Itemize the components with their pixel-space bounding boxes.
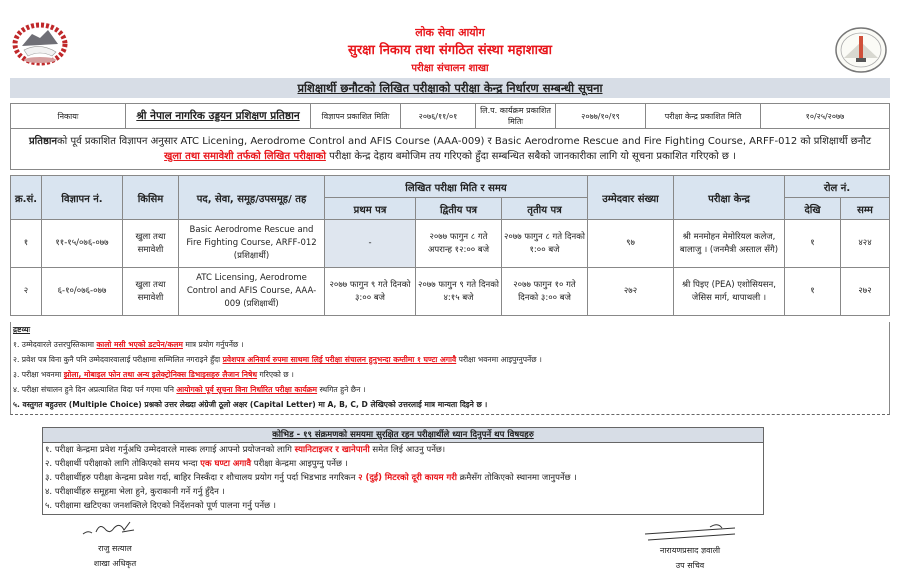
th-candidates: उम्मेदवार संख्या (588, 176, 674, 220)
cell-second: २०७७ फागुन ९ गते दिनको ४:१५ बजे (416, 268, 502, 316)
covid-highlight: स्यानिटाइजर र खानेपानी (294, 445, 370, 455)
intro-bold: प्रतिष्ठान (28, 136, 57, 147)
note-text: ४. परीक्षा संचालन हुने दिन अप्रत्याशित विदा पर्न गएमा पनि (13, 385, 177, 394)
intro-red: खुला तथा समावेशी तर्फको लिखित परीक्षाको (164, 151, 326, 162)
notes-title: द्रष्टव्यः (13, 325, 31, 334)
notice-title-bar (10, 78, 890, 98)
prog-date-label: लि.प. कार्यक्रम प्रकाशित मितिः (476, 104, 556, 129)
cell-ad-no: ११-१५/०७६-०७७ (42, 220, 123, 268)
cell-to: २७२ (841, 268, 890, 316)
covid-text: समेत लिई आउनु पर्नेछ। (369, 445, 446, 455)
covid-highlight: २ (दुई) मिटरको दूरी कायम गरी (358, 473, 457, 483)
intro-text-b: परीक्षा केन्द्र देहाय बमोजिम तय गरिएको हुँदा सम्बन्धित सबैको जानकारीका लागि यो सूचना प्रकाशित गरिएको छ । (325, 151, 736, 162)
cell-third: २०७७ फागुन ८ गते दिनको १:०० बजे (502, 220, 588, 268)
covid-item-3 (43, 471, 763, 485)
note-text: स्थगित हुने छैन । (317, 385, 366, 394)
cell-type: खुला तथा समावेशी (123, 220, 179, 268)
org-label: निकायः (11, 104, 126, 129)
th-post: पद, सेवा, समूह/उपसमूह/ तह (179, 176, 325, 220)
intro-paragraph (11, 129, 890, 170)
th-to: सम्म (841, 198, 890, 220)
covid-item-5: ५. परीक्षामा खटिएका जनशक्तिले दिएको निर्देशनको पूर्ण पालना गर्नु पर्नेछ । (45, 501, 276, 511)
th-sn: क्र.सं. (11, 176, 42, 220)
note-text: गरिएको छ । (257, 370, 294, 379)
covid-text: २. परीक्षार्थी परीक्षाको लागि तोकिएको समय भन्दा (45, 459, 201, 469)
org-value: श्री नेपाल नागरिक उड्डयन प्रशिक्षण प्रतिष्ठान (126, 104, 311, 129)
right-signatory-name: नारायणप्रसाद ज्ञवाली (659, 546, 721, 555)
th-from: देखि (785, 198, 841, 220)
table-row (11, 268, 890, 316)
cell-sn: १ (11, 220, 42, 268)
cell-post: Basic Aerodrome Rescue and Fire Fighting Course, ARFF-012 (प्रशिक्षार्थी) (179, 220, 325, 268)
th-first: प्रथम पत्र (325, 198, 416, 220)
covid-highlight: एक घण्टा अगावै (200, 459, 252, 469)
covid-text: ३. परीक्षार्थीहरु परीक्षा केन्द्रमा प्रवेश गर्दा, बाहिर निस्कँदा र शौचालय प्रयोग गर्नु पर्दा भिडभाड नगरिकन (45, 473, 359, 483)
covid-title: कोभिड - १९ संक्रमणको समयमा सुरक्षित रहन परीक्षार्थीले ध्यान दिनुपर्ने थप विषयहरु (272, 430, 534, 440)
note-text: परीक्षा भवनमा आइपुग्नुपर्नेछ । (456, 355, 542, 364)
cell-sn: २ (11, 268, 42, 316)
signature-right-icon (640, 522, 740, 544)
note-2 (11, 352, 889, 367)
note-5: ५. वस्तुगत बहुउत्तर (Multiple Choice) प्रश्नको उत्तर लेख्दा अंग्रेजी ठूलो अक्षर (Capital Letter) मा A, B, C, D लेखिएको उत्तरलाई मात्र मान्यता दिइने छ । (13, 400, 488, 409)
covid-item-4: ४. परीक्षार्थीहरु समूहमा भेला हुने, कुराकानी गर्ने गर्नु हुँदैन । (45, 487, 225, 497)
left-signatory-title: शाखा अधिकृत (93, 559, 137, 568)
th-type: किसिम (123, 176, 179, 220)
note-highlight: प्रवेशपत्र अनिवार्य रुपमा साथमा लिई परीक्षा संचालन हुनुभन्दा कम्तीमा १ घण्टा अगावै (222, 355, 457, 364)
note-3 (11, 367, 889, 382)
cell-second: २०७७ फागुन ८ गते अपरान्ह १२:०० बजे (416, 220, 502, 268)
center-date-label: परीक्षा केन्द्र प्रकाशित मिति (646, 104, 761, 129)
ad-date-label: विज्ञापन प्रकाशित मितिः (311, 104, 401, 129)
signature-left-icon (80, 518, 140, 540)
ad-date-value: २०७६/११/०१ (401, 104, 476, 129)
th-written: लिखित परीक्षा मिति र समय (325, 176, 588, 198)
cell-from: १ (785, 220, 841, 268)
note-text: १. उम्मेदवारले उत्तरपुस्तिकामा (13, 340, 97, 349)
cell-type: खुला तथा समावेशी (123, 268, 179, 316)
note-text: मात्र प्रयोग गर्नुपर्नेछ । (182, 340, 244, 349)
notes-section (10, 322, 890, 415)
covid-text: क्रमैसँग तोकिएको स्थानमा जानुपर्नेछ । (456, 473, 577, 483)
intro-text-a: को पूर्व प्रकाशित विज्ञापन अनुसार ATC Licening, Aerodrome Control and AFIS Course (AAA-009) र Basic Aerodrome Rescue and Fire Fighting Course, ARFF-012 को प्रशिक्षार्थी छनौट (57, 136, 871, 147)
cell-post: ATC Licensing, Aerodrome Control and AFIS Course, AAA-009 (प्रशिक्षार्थी) (179, 268, 325, 316)
covid-text: परीक्षा केन्द्रमा आइपुग्नु पर्नेछ । (251, 459, 348, 469)
cell-candidates: ९७ (588, 220, 674, 268)
cell-ad-no: ६-१०/०७६-०७७ (42, 268, 123, 316)
th-second: द्वितीय पत्र (416, 198, 502, 220)
cell-first: २०७७ फागुन ९ गते दिनको ३:०० बजे (325, 268, 416, 316)
exam-schedule-table (10, 175, 890, 316)
note-highlight: कालो मसी भएको डटपेन/कलम (96, 340, 183, 349)
header-line-2: सुरक्षा निकाय तथा संगठित संस्था महाशाखा (348, 43, 552, 58)
cell-first: - (325, 220, 416, 268)
cell-center: श्री मनमोहन मेमोरियल कलेज, बालाजु । (जनमैत्री अस्ताल सँगै) (674, 220, 785, 268)
table-row (11, 220, 890, 268)
note-text: २. प्रवेश पत्र विना कुनै पनि उम्मेदवारवालाई परीक्षामा सम्मिलित नगराइने हुँदा (13, 355, 223, 364)
cell-to: ४२४ (841, 220, 890, 268)
header-line-1: लोक सेवा आयोग (415, 26, 485, 39)
covid-title-bar (43, 428, 763, 443)
th-ad-no: विज्ञापन नं. (42, 176, 123, 220)
note-1 (11, 337, 889, 352)
cell-from: १ (785, 268, 841, 316)
cell-candidates: २७२ (588, 268, 674, 316)
note-4 (11, 382, 889, 397)
note-highlight: आयोगको पूर्व सूचना विना निर्धारित परीक्षा कार्यक्रम (176, 385, 318, 394)
covid-item-2 (43, 457, 763, 471)
cell-center: श्री पिइए (PEA) एशोसियसन, जेसिस मार्ग, थापाथली । (674, 268, 785, 316)
left-signatory-name: राजु सत्याल (98, 544, 132, 553)
center-date-value: १०/२५/२०७७ (761, 104, 890, 129)
covid-text: १. परीक्षा केन्द्रमा प्रवेश गर्नुअघि उम्मेदवारले मास्क लगाई आफ्नो प्रयोजनको लागि (45, 445, 295, 455)
info-table (10, 103, 890, 170)
covid-item-1 (43, 443, 763, 457)
cell-third: २०७७ फागुन १० गते दिनको ३:०० बजे (502, 268, 588, 316)
note-highlight: झोला, मोबाइल फोन तथा अन्य इलेक्ट्रोनिक्स डिभाइसहरु लैजान निषेध (63, 370, 258, 379)
right-signatory-title: उप सचिव (675, 561, 705, 570)
th-center: परीक्षा केन्द्र (674, 176, 785, 220)
notice-title: प्रशिक्षार्थी छनौटको लिखित परीक्षाको परीक्षा केन्द्र निर्धारण सम्बन्धी सूचना (297, 81, 603, 95)
covid-section (42, 427, 764, 515)
th-roll: रोल नं. (785, 176, 890, 198)
prog-date-value: २०७७/१०/१९ (556, 104, 646, 129)
th-third: तृतीय पत्र (502, 198, 588, 220)
header-line-3: परीक्षा संचालन शाखा (411, 63, 489, 74)
note-text: ३. परीक्षा भवनमा (13, 370, 64, 379)
